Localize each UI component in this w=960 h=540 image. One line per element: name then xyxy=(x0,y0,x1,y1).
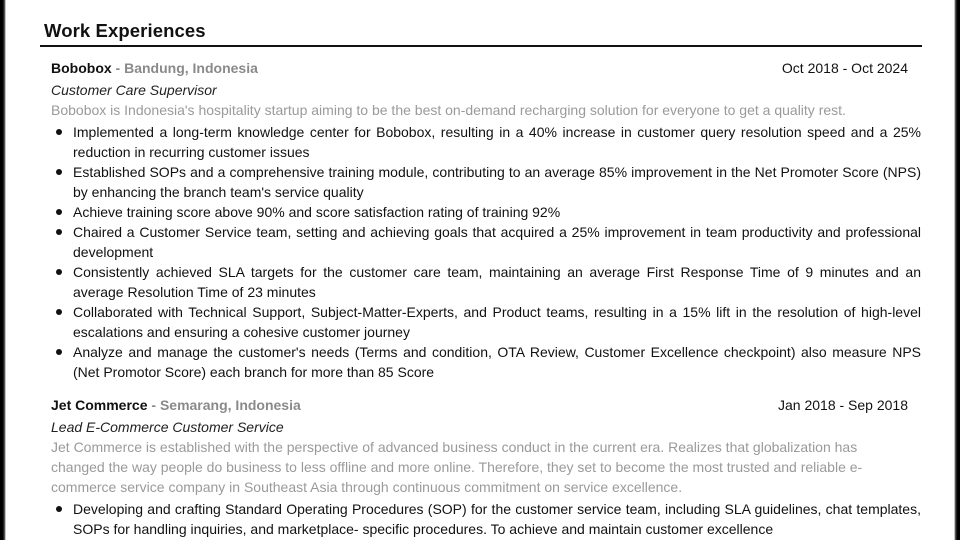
list-item xyxy=(51,122,921,162)
achievement-list xyxy=(51,499,921,539)
bullet-icon xyxy=(56,269,62,275)
company-location-separator: - xyxy=(111,60,125,76)
list-item xyxy=(51,499,921,539)
bullet-icon xyxy=(56,169,62,175)
achievement-text: Implemented a long-term knowledge center for Bobobox, resulting in a 40% increase in customer query resolution speed and a 25% reduction in recurring customer issues xyxy=(73,124,921,160)
job-header xyxy=(51,397,921,418)
company-description: Bobobox is Indonesia's hospitality startup aiming to be the best on-demand recharging solution for everyone to get a quality rest. xyxy=(51,102,846,118)
right-page-edge xyxy=(954,0,960,540)
achievement-text: Analyze and manage the customer's needs (Terms and condition, OTA Review, Customer Excellence checkpoint) also measure NPS (Net Promotor Score) each branch for more than 85 Score xyxy=(73,344,921,380)
section-title: Work Experiences xyxy=(44,20,206,41)
left-page-edge xyxy=(0,0,6,540)
job-header xyxy=(51,60,921,81)
job-location: Semarang, Indonesia xyxy=(159,397,301,413)
list-item xyxy=(51,262,921,302)
list-item xyxy=(51,162,921,202)
achievement-text: Collaborated with Technical Support, Subject-Matter-Experts, and Product teams, resulting in a 15% lift in the resolution of high-level escalations and ensuring a cohesive customer journey xyxy=(73,304,921,340)
job-location: Bandung, Indonesia xyxy=(124,60,258,76)
bullet-icon xyxy=(56,349,62,355)
achievement-text: Established SOPs and a comprehensive training module, contributing to an average 85% improvement in the Net Promoter Score (NPS) by enhancing the branch team's service quality xyxy=(73,164,921,200)
section-divider xyxy=(40,45,922,47)
company-location-separator: - xyxy=(147,397,160,413)
achievement-list xyxy=(51,122,921,382)
list-item xyxy=(51,342,921,382)
achievement-text: Developing and crafting Standard Operating Procedures (SOP) for the customer service team, including SLA guidelines, chat templates, SOPs for handling inquiries, and marketplace- specific procedures. To achieve and maintain customer excellence xyxy=(73,501,921,537)
job-entry-jet-commerce xyxy=(51,397,921,539)
achievement-text: Chaired a Customer Service team, setting and achieving goals that acquired a 25% improvement in team productivity and professional development xyxy=(73,224,921,260)
list-item xyxy=(51,202,921,222)
achievement-text: Consistently achieved SLA targets for the customer care team, maintaining an average First Response Time of 9 minutes and an average Resolution Time of 23 minutes xyxy=(73,264,921,300)
bullet-icon xyxy=(56,129,62,135)
bullet-icon xyxy=(56,229,62,235)
list-item xyxy=(51,302,921,342)
list-item xyxy=(51,222,921,262)
job-role: Customer Care Supervisor xyxy=(51,82,217,98)
job-dates: Jan 2018 - Sep 2018 xyxy=(778,397,908,413)
bullet-icon xyxy=(56,209,62,215)
bullet-icon xyxy=(56,506,62,512)
job-role: Lead E-Commerce Customer Service xyxy=(51,419,284,435)
job-dates: Oct 2018 - Oct 2024 xyxy=(781,60,908,76)
bullet-icon xyxy=(56,309,62,315)
company-name: Bobobox xyxy=(51,60,112,76)
company-name: Jet Commerce xyxy=(51,397,148,413)
achievement-text: Achieve training score above 90% and score satisfaction rating of training 92% xyxy=(73,204,561,220)
company-description: Jet Commerce is established with the perspective of advanced business conduct in the current era. Realizes that globalization has changed the way people do business to less offline and more online. Therefore, they set to become the most trusted and reliable e-commerce service company in Southeast Asia through continuous commitment on service excellence. xyxy=(51,439,863,495)
job-entry-bobobox xyxy=(51,60,921,382)
